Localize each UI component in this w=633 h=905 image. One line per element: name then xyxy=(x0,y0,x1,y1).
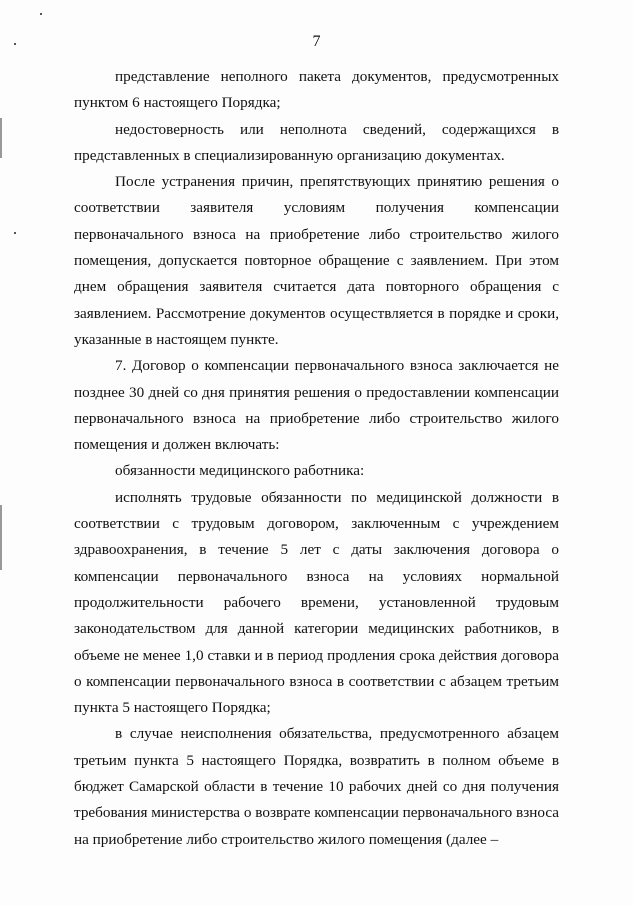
paragraph: 7. Договор о компенсации первоначального взноса заключается не позднее 30 дней со дня принятия решения о предоставлении компенсации первоначального взноса на приобретение либо строительство жилого помещения и должен включать: xyxy=(74,357,559,454)
scan-mark xyxy=(0,505,2,570)
paragraph: в случае неисполнения обязательства, предусмотренного абзацем третьим пункта 5 настоящего Порядка, возвратить в полном объеме в бюджет Самарской области в течение 10 рабочих дней со дня получения требования министерства о возврате компенсации первоначального взноса на приобретение либо строительство жилого помещения (далее – xyxy=(74,725,559,848)
paragraph: недостоверность или неполнота сведений, содержащихся в представленных в специализированную организацию документах. xyxy=(74,120,559,164)
page-number: 7 xyxy=(312,33,321,50)
body-text xyxy=(74,64,559,853)
paragraph: представление неполного пакета документов, предусмотренных пунктом 6 настоящего Порядка; xyxy=(74,68,559,112)
paragraph: исполнять трудовые обязанности по медицинской должности в соответствии с трудовым договором, заключенным с учреждением здравоохранения, в течение 5 лет с даты заключения договора о компенсации первоначального взноса на условиях нормальной продолжительности рабочего времени, установленной трудовым законодательством для данной категории медицинских работников, в объеме не менее 1,0 ставки и в период продления срока действия договора о компенсации первоначального взноса в соответствии с абзацем третьим пункта 5 настоящего Порядка; xyxy=(74,488,559,717)
paragraph: обязанности медицинского работника: xyxy=(115,462,365,480)
scan-mark xyxy=(40,13,42,15)
paragraph: После устранения причин, препятствующих принятию решения о соответствии заявителя условиям получения компенсации первоначального взноса на приобретение либо строительство жилого помещения, допускается повторное обращение с заявлением. При этом днем обращения заявителя считается дата повторного обращения с заявлением. Рассмотрение документов осуществляется в порядке и сроки, указанные в настоящем пункте. xyxy=(74,173,559,348)
scan-mark xyxy=(0,118,2,158)
scan-mark xyxy=(14,232,16,234)
